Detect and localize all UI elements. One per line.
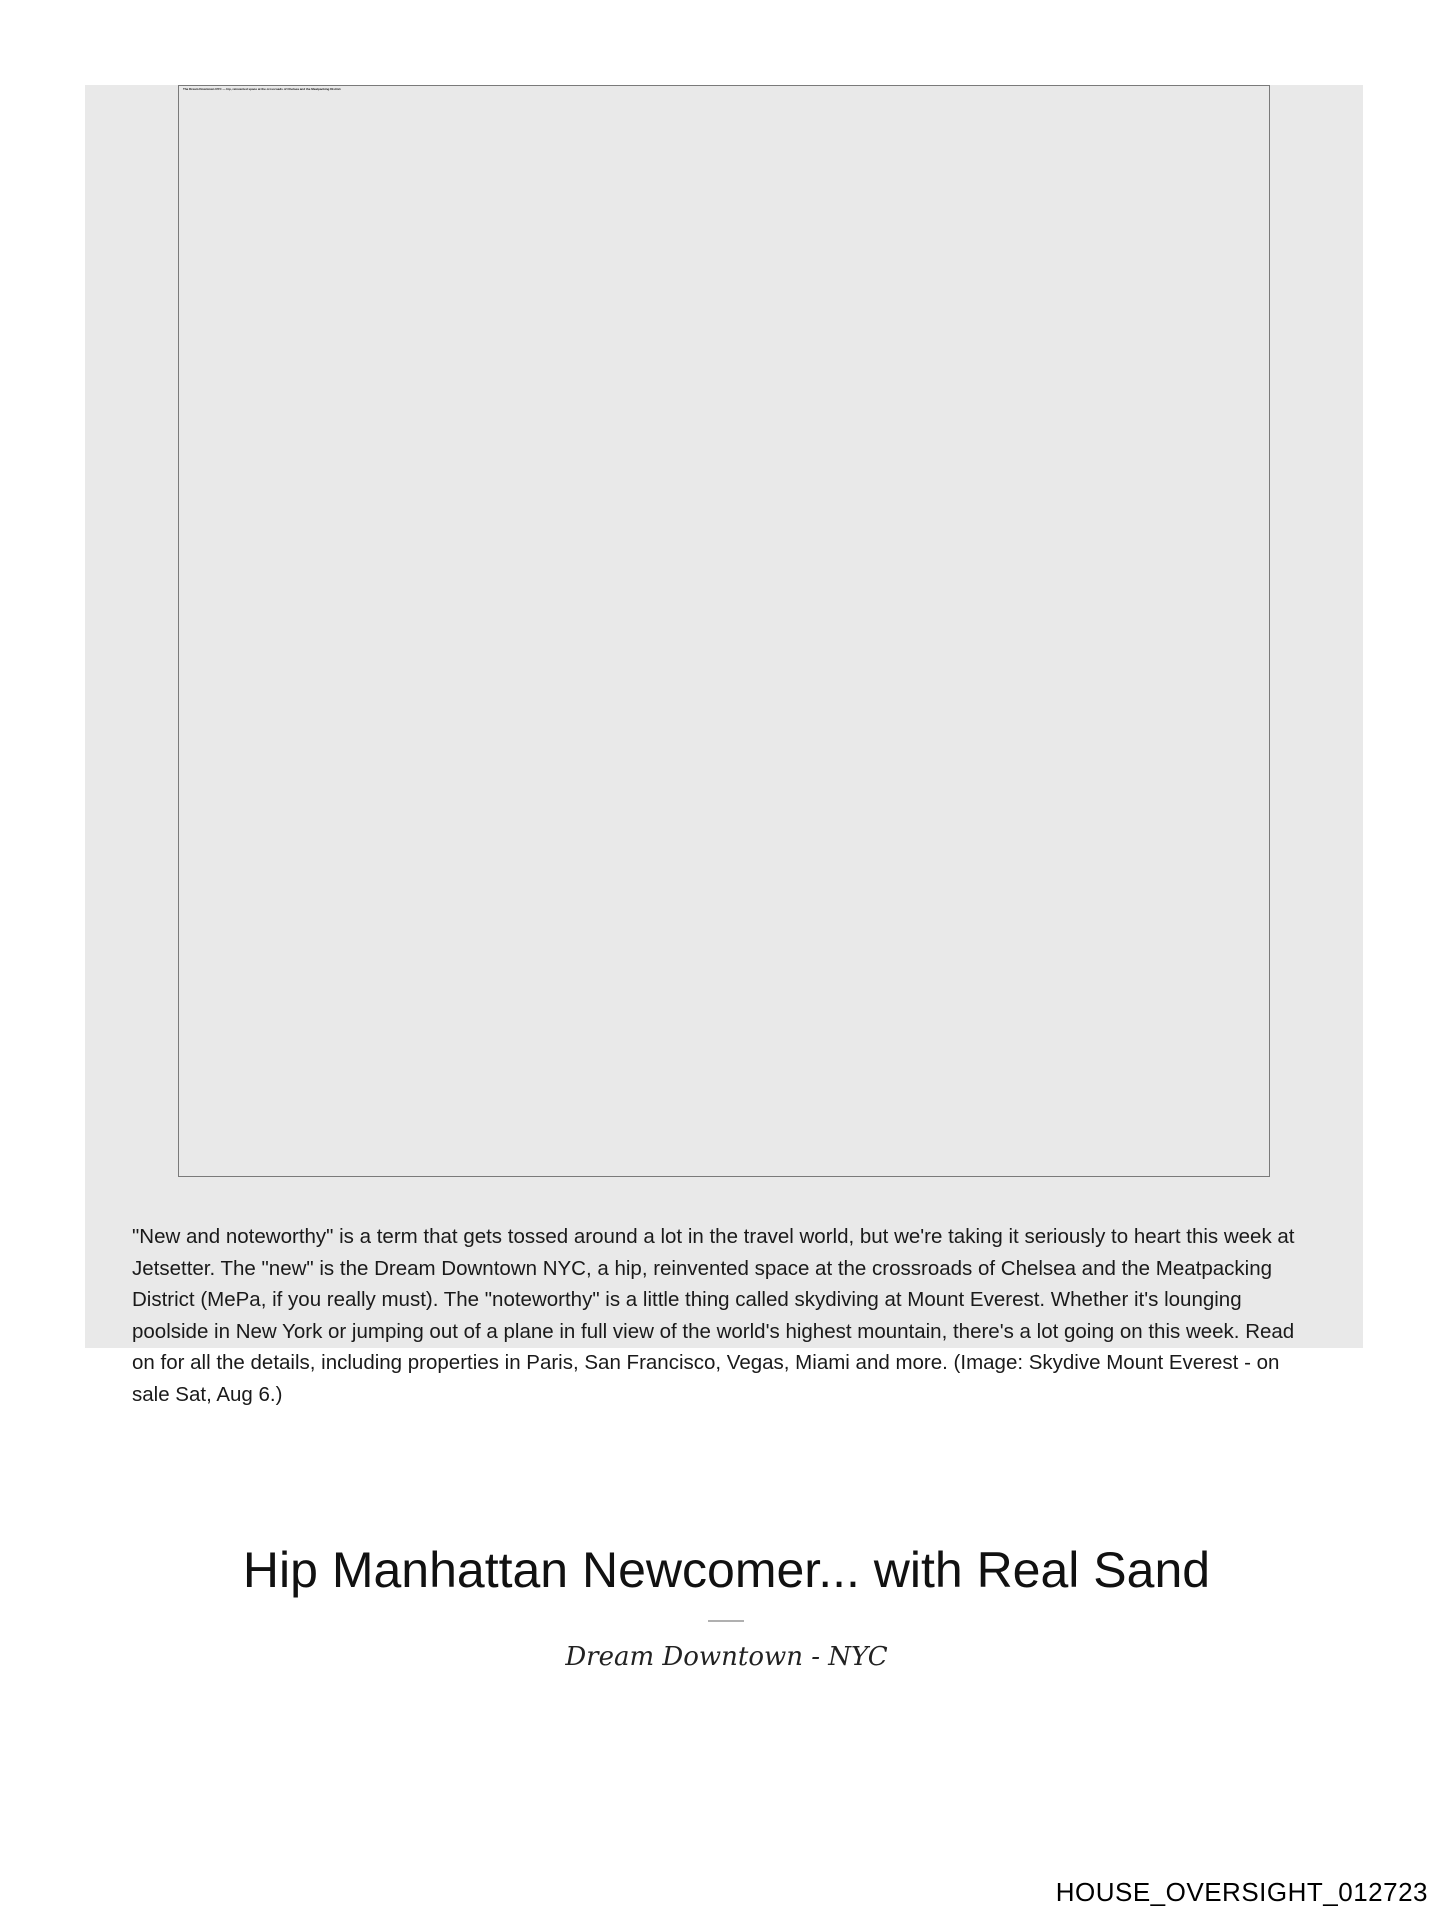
- image-caption-text: The Dream Downtown NYC — hip, reinvented space at the crossroads of Chelsea and the Meatpacking District.: [183, 87, 342, 91]
- feature-intro-text: "New and noteworthy" is a term that gets tossed around a lot in the travel world, but we're taking it seriously to heart this week at Jetsetter. The "new" is the Dream Downtown NYC, a hip, reinvented space at the crossroads of Chelsea and the Meatpacking District (MePa, if you really must). The "noteworthy" is a little thing called skydiving at Mount Everest. Whether it's lounging poolside in New York or jumping out of a plane in full view of the world's highest mountain, there's a lot going on this week. Read on for all the details, including properties in Paris, San Francisco, Vegas, Miami and more. (Image: Skydive Mount Everest - on sale Sat, Aug 6.): [132, 1225, 1295, 1406]
- bates-number: HOUSE_OVERSIGHT_012723: [1055, 1877, 1428, 1907]
- feature-panel: [85, 85, 1363, 1406]
- section-headline: Hip Manhattan Newcomer... with Real Sand: [242, 1542, 1211, 1598]
- feature-image: [178, 85, 1270, 1177]
- headline-divider: [708, 1620, 744, 1622]
- section-subtitle: Dream Downtown - NYC: [565, 1642, 888, 1672]
